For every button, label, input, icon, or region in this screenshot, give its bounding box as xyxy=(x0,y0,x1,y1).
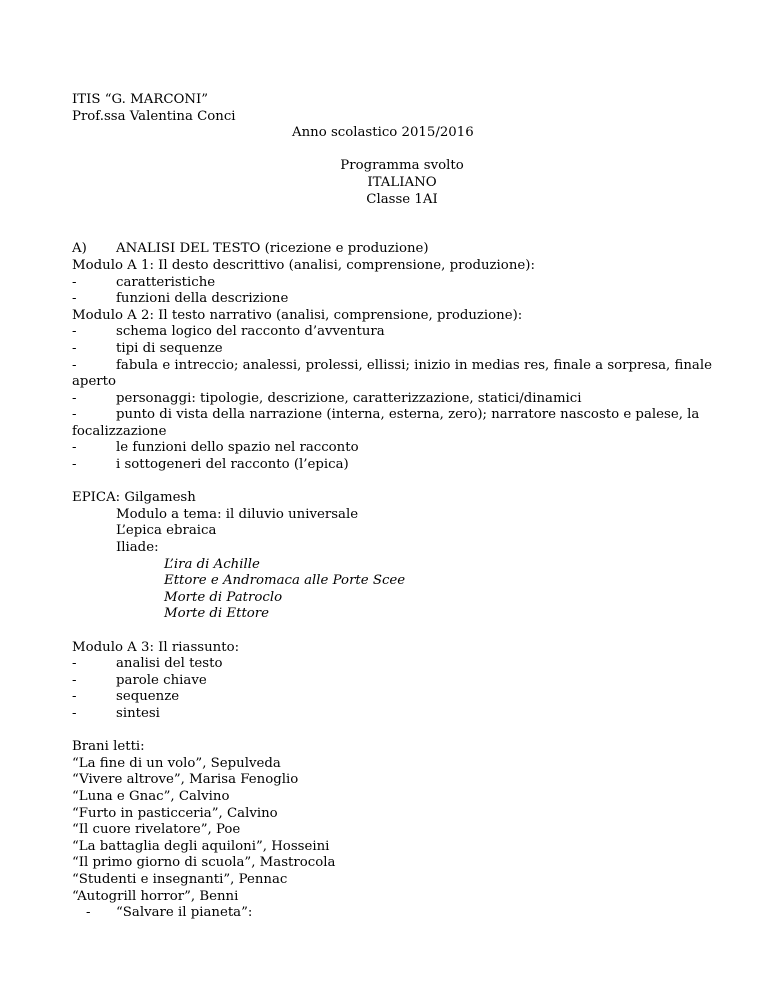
brano-item: “Furto in pasticceria”, Calvino xyxy=(72,805,278,821)
list-item: - tipi di sequenze xyxy=(72,340,223,356)
brano-item: “La fine di un volo”, Sepulveda xyxy=(72,755,281,771)
section-a-heading xyxy=(72,241,732,258)
subject-title: ITALIANO xyxy=(367,174,437,190)
epica-line: Iliade: xyxy=(116,540,159,556)
iliade-episode: Morte di Ettore xyxy=(164,606,270,622)
document-page xyxy=(72,92,732,922)
school-year: Anno scolastico 2015/2016 xyxy=(292,125,474,141)
list-item: - fabula e intreccio; analessi, prolessi, ellissi; inizio in medias res, finale a sorpresa, finale xyxy=(72,357,712,373)
module-a2-title: Modulo A 2: Il testo narrativo (analisi, comprensione, produzione): xyxy=(72,307,523,323)
brano-item: “Il cuore rivelatore”, Poe xyxy=(72,822,241,838)
list-item: - schema logico del racconto d’avventura xyxy=(72,324,385,340)
iliade-episode: L’ira di Achille xyxy=(164,556,260,572)
brano-item: “Vivere altrove”, Marisa Fenoglio xyxy=(72,772,299,788)
list-item: - personaggi: tipologie, descrizione, caratterizzazione, statici/dinamici xyxy=(72,390,582,406)
module-a1-title: Modulo A 1: Il desto descrittivo (analisi, comprensione, produzione): xyxy=(72,257,535,273)
list-item: - sequenze xyxy=(72,689,180,705)
brani-title: Brani letti: xyxy=(72,739,145,755)
program-title: Programma svolto xyxy=(340,158,464,174)
brano-item: “La battaglia degli aquiloni”, Hosseini xyxy=(72,838,330,854)
list-item: - parole chiave xyxy=(72,672,207,688)
brano-item: “Il primo giorno di scuola”, Mastrocola xyxy=(72,855,336,871)
list-item-continuation: focalizzazione xyxy=(72,423,167,439)
list-item: - sintesi xyxy=(72,705,160,721)
list-item: - caratteristiche xyxy=(72,274,216,290)
list-item: - analisi del testo xyxy=(72,656,223,672)
brano-item: “Studenti e insegnanti”, Pennac xyxy=(72,871,288,887)
list-item: - punto di vista della narrazione (interna, esterna, zero); narratore nascosto e palese, la xyxy=(72,407,700,423)
iliade-episode: Morte di Patroclo xyxy=(164,589,283,605)
epica-line: Modulo a tema: il diluvio universale xyxy=(116,506,359,522)
section-a-marker: A) xyxy=(72,241,87,257)
brano-item: “Luna e Gnac”, Calvino xyxy=(72,788,230,804)
list-item: - i sottogeneri del racconto (l’epica) xyxy=(72,457,349,473)
teacher-name: Prof.ssa Valentina Conci xyxy=(72,108,236,124)
school-name: ITIS “G. MARCONI” xyxy=(72,92,209,107)
epica-line: L’epica ebraica xyxy=(116,523,217,539)
class-title: Classe 1AI xyxy=(366,191,438,207)
epica-title: EPICA: Gilgamesh xyxy=(72,490,196,506)
brano-item: - “Salvare il pianeta”: xyxy=(86,905,253,921)
list-item: - le funzioni dello spazio nel racconto xyxy=(72,440,359,456)
section-a-title: ANALISI DEL TESTO (ricezione e produzione) xyxy=(116,241,429,257)
list-item: - funzioni della descrizione xyxy=(72,291,289,307)
module-a3-title: Modulo A 3: Il riassunto: xyxy=(72,639,240,655)
brano-item: “Autogrill horror”, Benni xyxy=(72,888,239,904)
iliade-episode: Ettore e Andromaca alle Porte Scee xyxy=(164,573,406,589)
list-item-continuation: aperto xyxy=(72,374,117,390)
